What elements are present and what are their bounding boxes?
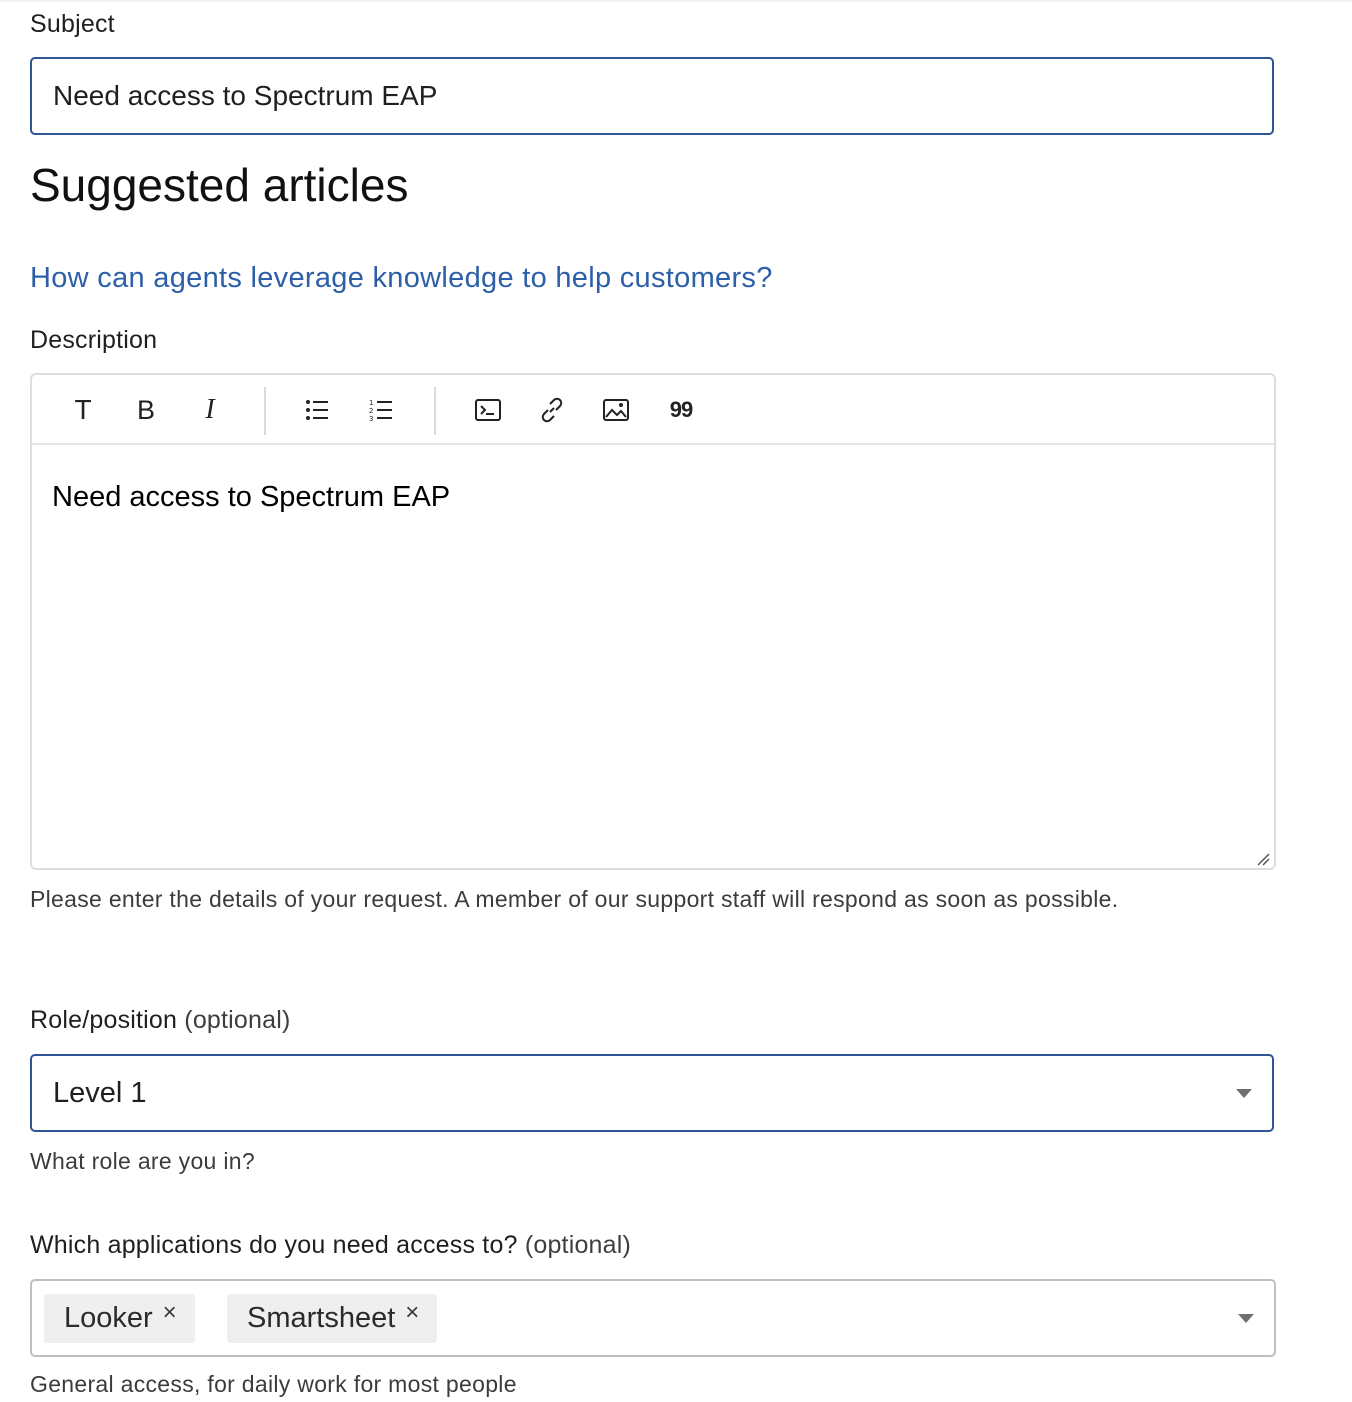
chip-smartsheet xyxy=(227,1294,437,1343)
role-hint: What role are you in? xyxy=(30,1148,255,1174)
toolbar-separator xyxy=(434,387,436,435)
link-button[interactable] xyxy=(535,393,569,427)
italic-icon: I xyxy=(205,394,215,425)
description-label: Description xyxy=(30,326,158,354)
bold-button[interactable] xyxy=(129,393,163,427)
text-style-button[interactable] xyxy=(66,393,100,427)
remove-chip-icon[interactable]: × xyxy=(162,1298,177,1326)
description-editor[interactable] xyxy=(30,373,1276,870)
subject-label: Subject xyxy=(30,10,115,38)
svg-text:1: 1 xyxy=(369,399,374,407)
role-select[interactable] xyxy=(30,1054,1274,1132)
chip-label: Smartsheet xyxy=(247,1302,396,1334)
quote-button[interactable] xyxy=(664,393,698,427)
suggested-articles-heading: Suggested articles xyxy=(30,159,409,211)
numbered-list-icon xyxy=(369,398,393,422)
role-label-text: Role/position xyxy=(30,1006,178,1034)
description-body[interactable]: Need access to Spectrum EAP xyxy=(52,481,451,513)
applications-multiselect[interactable] xyxy=(30,1279,1276,1357)
toolbar-separator xyxy=(264,387,266,435)
svg-text:2: 2 xyxy=(369,407,374,415)
text-style-icon: T xyxy=(74,394,92,425)
code-block-icon xyxy=(475,399,501,421)
role-optional: (optional) xyxy=(184,1006,291,1034)
suggested-article-link[interactable]: How can agents leverage knowledge to help customers? xyxy=(30,262,773,294)
bullet-list-button[interactable] xyxy=(300,393,334,427)
applications-hint: General access, for daily work for most people xyxy=(30,1371,517,1397)
top-divider xyxy=(0,0,1352,2)
applications-label-text: Which applications do you need access to? xyxy=(30,1231,518,1259)
remove-chip-icon[interactable]: × xyxy=(405,1298,420,1326)
chevron-down-icon xyxy=(1236,1089,1252,1098)
image-button[interactable] xyxy=(599,393,633,427)
numbered-list-button[interactable] xyxy=(364,393,398,427)
role-label xyxy=(30,1006,291,1035)
link-icon xyxy=(539,397,565,423)
role-selected-value: Level 1 xyxy=(53,1076,147,1109)
applications-label xyxy=(30,1231,631,1260)
italic-button[interactable] xyxy=(193,393,227,427)
chip-looker xyxy=(44,1294,195,1343)
bold-icon: B xyxy=(136,394,155,425)
bullet-list-icon xyxy=(305,399,329,421)
quote-icon: 99 xyxy=(669,397,693,422)
applications-optional: (optional) xyxy=(524,1231,632,1259)
image-icon xyxy=(603,399,629,421)
subject-value: Need access to Spectrum EAP xyxy=(53,80,438,111)
chevron-down-icon[interactable] xyxy=(1238,1314,1254,1323)
editor-toolbar xyxy=(32,375,1274,445)
description-hint: Please enter the details of your request. A member of our support staff will respond as soon as possible. xyxy=(30,886,1119,912)
code-block-button[interactable] xyxy=(471,393,505,427)
resize-handle-icon[interactable] xyxy=(1256,852,1270,866)
chip-label: Looker xyxy=(64,1302,153,1334)
subject-input[interactable] xyxy=(30,57,1274,135)
svg-text:3: 3 xyxy=(369,415,374,422)
